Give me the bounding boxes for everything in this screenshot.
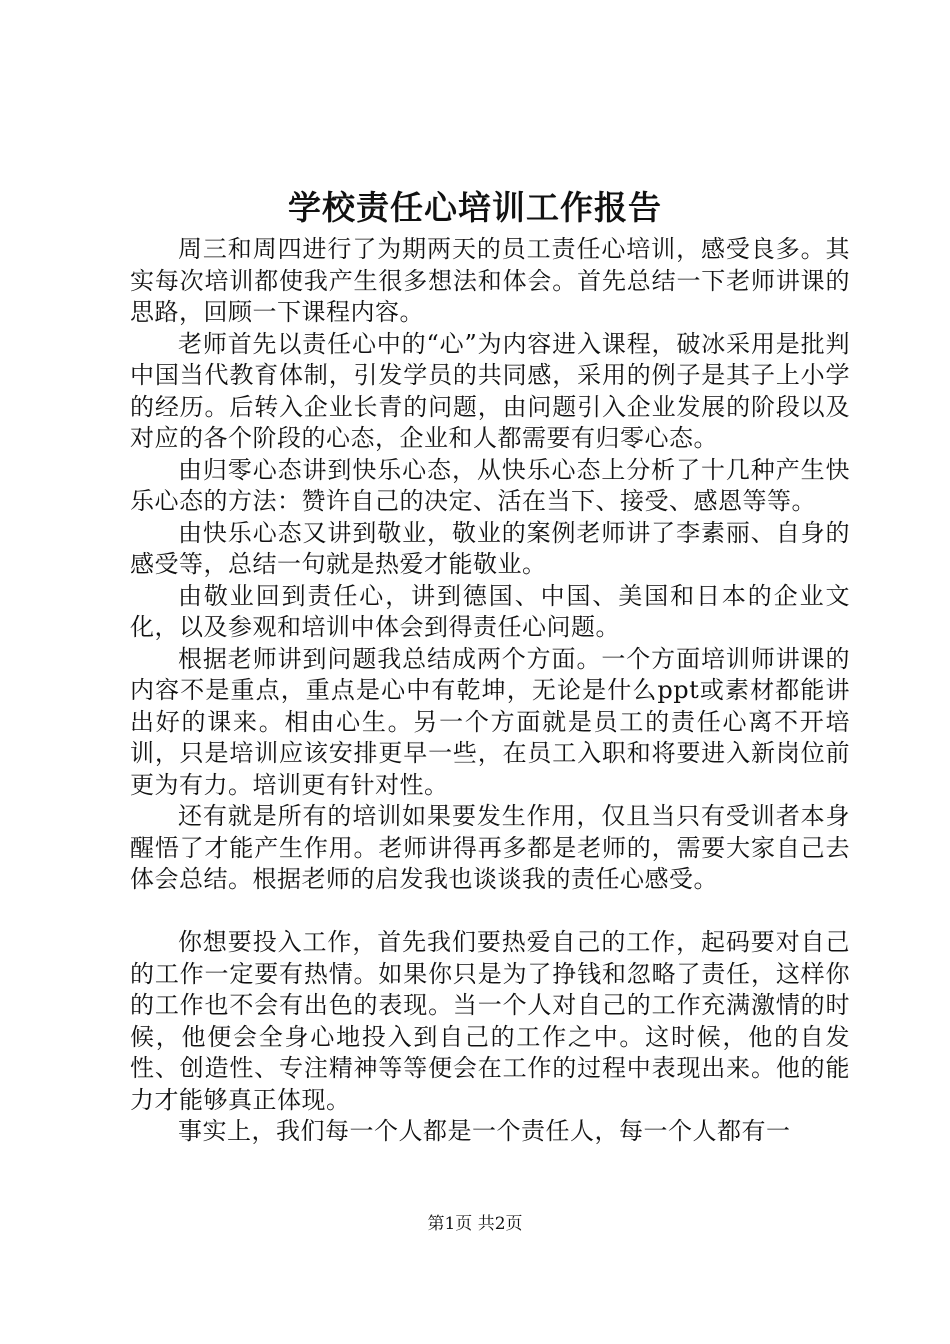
document-body <box>130 234 850 1148</box>
paragraph: 根据老师讲到问题我总结成两个方面。一个方面培训师讲课的内容不是重点，重点是心中有乾坤，无论是什么ppt或素材都能讲出好的课来。相由心生。另一个方面就是员工的责任心离不开培训，只是培训应该安排更早一些，在员工入职和将要进入新岗位前更为有力。培训更有针对性。 <box>130 644 850 799</box>
paragraph: 你想要投入工作，首先我们要热爱自己的工作，起码要对自己的工作一定要有热情。如果你只是为了挣钱和忽略了责任，这样你的工作也不会有出色的表现。当一个人对自己的工作充满激情的时候，他便会全身心地投入到自己的工作之中。这时候，他的自发性、创造性、专注精神等等便会在工作的过程中表现出来。他的能力才能够真正体现。 <box>130 928 850 1114</box>
paragraph: 老师首先以责任心中的“心”为内容进入课程，破冰采用是批判中国当代教育体制，引发学员的共同感，采用的例子是其子上小学的经历。后转入企业长青的问题，由问题引入企业发展的阶段以及对应的各个阶段的心态，企业和人都需要有归零心态。 <box>130 329 850 452</box>
paragraph: 周三和周四进行了为期两天的员工责任心培训，感受良多。其实每次培训都使我产生很多想法和体会。首先总结一下老师讲课的思路，回顾一下课程内容。 <box>130 235 850 326</box>
document-title: 学校责任心培训工作报告 <box>288 188 662 227</box>
paragraph: 由归零心态讲到快乐心态，从快乐心态上分析了十几种产生快乐心态的方法：赞许自己的决定、活在当下、接受、感恩等等。 <box>130 455 850 515</box>
page-footer: 第1页 共2页 <box>427 1214 523 1234</box>
paragraph: 由快乐心态又讲到敬业，敬业的案例老师讲了李素丽、自身的感受等，总结一句就是热爱才能敬业。 <box>130 518 850 578</box>
paragraph: 还有就是所有的培训如果要发生作用，仅且当只有受训者本身醒悟了才能产生作用。老师讲得再多都是老师的，需要大家自己去体会总结。根据老师的启发我也谈谈我的责任心感受。 <box>130 802 850 893</box>
paragraph: 由敬业回到责任心，讲到德国、中国、美国和日本的企业文化，以及参观和培训中体会到得责任心问题。 <box>130 581 850 641</box>
paragraph: 事实上，我们每一个人都是一个责任人，每一个人都有一 <box>178 1117 791 1145</box>
